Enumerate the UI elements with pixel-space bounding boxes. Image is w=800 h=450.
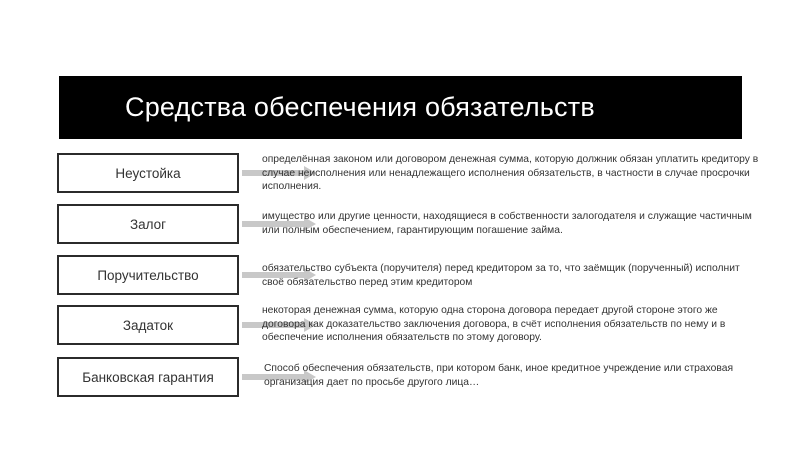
term-box-deposit: Задаток	[57, 305, 239, 345]
title-bar	[59, 76, 742, 139]
definition-guarantee: обязательство субъекта (поручителя) перед кредитором за то, что заёмщик (порученный) исполнит своё обязательство перед этим кредитором	[262, 263, 740, 288]
definition-deposit: некоторая денежная сумма, которую одна сторона договора передает другой стороне этого же договора как доказательство заключения договора, в счёт исполнения обязательств по нему и в обеспечение исполнения обязательств по этому договору.	[262, 305, 726, 344]
term-box-bank-guarantee: Банковская гарантия	[57, 357, 239, 397]
definition-pledge: имущество или другие ценности, находящиеся в собственности залогодателя и служащие частичным или полным обеспечением, гарантирующим погашение займа.	[262, 211, 752, 236]
definition-penalty: определённая законом или договором денежная сумма, которую должник обязан уплатить кредитору в случае неисполнения или ненадлежащего исполнения обязательств, в частности в случае просрочки исполнения.	[262, 154, 759, 193]
slide-title: Средства обеспечения обязательств	[125, 92, 595, 122]
term-box-guarantee: Поручительство	[57, 255, 239, 295]
term-box-penalty: Неустойка	[57, 153, 239, 193]
term-box-pledge: Залог	[57, 204, 239, 244]
definition-bank-guarantee: Способ обеспечения обязательств, при котором банк, иное кредитное учреждение или страховая организация дает по просьбе другого лица…	[264, 363, 734, 388]
